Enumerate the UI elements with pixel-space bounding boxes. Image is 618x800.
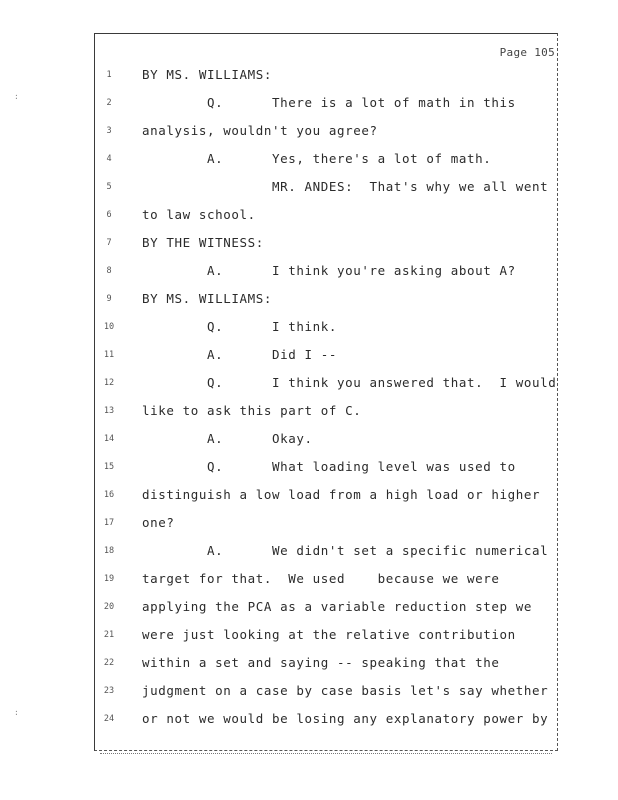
transcript-line-text: A. I think you're asking about A?	[142, 263, 516, 278]
line-number: 2	[106, 98, 112, 108]
transcript-line-text: analysis, wouldn't you agree?	[142, 123, 378, 138]
transcript-line-text: A. Yes, there's a lot of math.	[142, 151, 492, 166]
transcript-page-frame	[94, 33, 558, 751]
line-number: 8	[106, 266, 112, 276]
line-number: 9	[106, 294, 112, 304]
line-number: 20	[103, 602, 115, 612]
line-number: 7	[106, 238, 112, 248]
transcript-line-text: BY MS. WILLIAMS:	[142, 291, 273, 306]
page-bottom-rule	[100, 753, 552, 755]
transcript-line-text: to law school.	[142, 207, 256, 222]
transcript-line-text: Q. I think you answered that. I would	[142, 375, 557, 390]
line-number: 16	[103, 490, 115, 500]
line-number: 21	[103, 630, 115, 640]
transcript-line-text: target for that. We used because we were	[142, 571, 500, 586]
transcript-line-text: or not we would be losing any explanatory power by	[142, 711, 549, 726]
transcript-line-text: Q. I think.	[142, 319, 338, 334]
line-number: 18	[103, 546, 115, 556]
transcript-line-text: like to ask this part of C.	[142, 403, 362, 418]
transcript-line-text: within a set and saying -- speaking that the	[142, 655, 500, 670]
transcript-line-text: BY MS. WILLIAMS:	[142, 67, 273, 82]
line-number: 12	[103, 378, 115, 388]
line-number: 17	[103, 518, 115, 528]
line-number: 5	[106, 182, 112, 192]
transcript-line-text: distinguish a low load from a high load or higher	[142, 487, 541, 502]
line-number: 14	[103, 434, 115, 444]
page-number: Page 105	[499, 46, 555, 59]
scan-artifact-mark: :	[14, 708, 19, 717]
line-number: 22	[103, 658, 115, 668]
scan-artifact-mark: :	[14, 92, 19, 101]
line-number: 23	[103, 686, 115, 696]
transcript-line-text: one?	[142, 515, 175, 530]
line-number: 4	[106, 154, 112, 164]
line-number: 1	[106, 70, 112, 80]
line-number: 3	[106, 126, 112, 136]
transcript-line-text: judgment on a case by case basis let's say whether	[142, 683, 549, 698]
line-number: 24	[103, 714, 115, 724]
transcript-line-text: A. Did I --	[142, 347, 338, 362]
line-number: 19	[103, 574, 115, 584]
line-number: 13	[103, 406, 115, 416]
line-number: 6	[106, 210, 112, 220]
transcript-line-text: A. Okay.	[142, 431, 313, 446]
transcript-line-text: MR. ANDES: That's why we all went	[142, 179, 549, 194]
line-number: 10	[103, 322, 115, 332]
transcript-line-text: A. We didn't set a specific numerical	[142, 543, 549, 558]
transcript-line-text: Q. What loading level was used to	[142, 459, 516, 474]
line-number: 15	[103, 462, 115, 472]
transcript-line-text: were just looking at the relative contribution	[142, 627, 516, 642]
line-number: 11	[103, 350, 115, 360]
transcript-line-text: applying the PCA as a variable reduction step we	[142, 599, 533, 614]
transcript-line-text: BY THE WITNESS:	[142, 235, 264, 250]
transcript-line-text: Q. There is a lot of math in this	[142, 95, 516, 110]
